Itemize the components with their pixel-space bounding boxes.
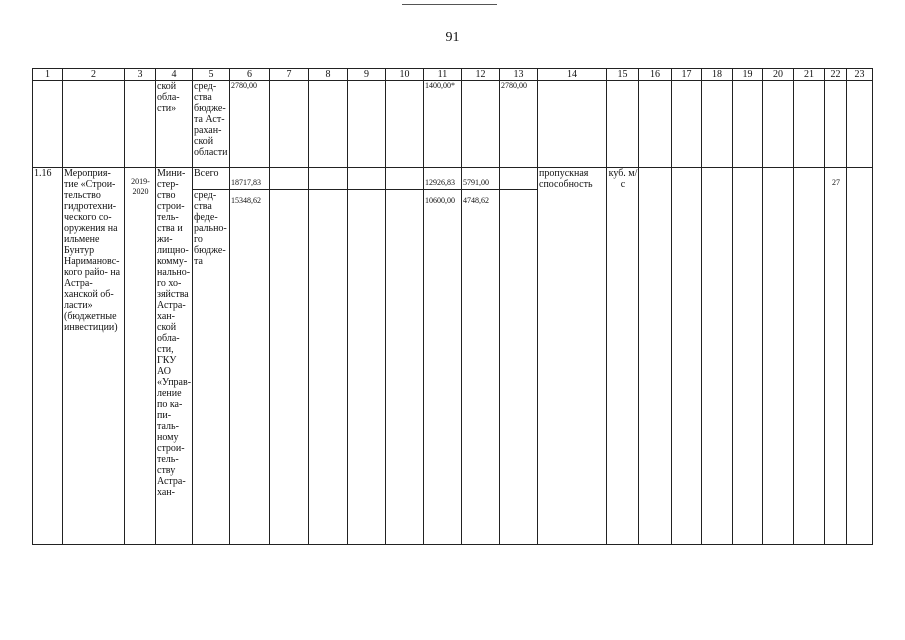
header-cell: 15 [607,69,639,81]
header-cell: 3 [125,69,156,81]
amount-cell: 1400,00* [424,81,462,168]
header-cell: 12 [462,69,500,81]
table-row-continued [33,81,873,168]
header-cell: 9 [348,69,386,81]
header-cell: 4 [156,69,193,81]
funding-total-cell: Всего [193,168,230,190]
amount-cell: 18717,83 [230,168,270,190]
header-cell: 13 [500,69,538,81]
amount-cell: 2780,00 [500,81,538,168]
funding-source-cell: сред- ства бюдже- та Аст- рахан- ской области [193,81,230,168]
header-cell: 10 [386,69,424,81]
row-number-cell: 1.16 [33,168,63,545]
program-table [32,68,873,545]
executor-cell: ской обла- сти» [156,81,193,168]
header-cell: 23 [847,69,873,81]
header-cell: 21 [794,69,825,81]
executor-cell: Мини- стер- ство строи- тель- ства и жи- лищно- комму- нально- го хо- зяйства Астра- хан- ской обла- сти, ГКУ АО «Управ- ление по ка- пи- таль- ному строи- тель- ству Астра- хан- [156,168,193,545]
header-cell: 6 [230,69,270,81]
header-cell: 16 [639,69,672,81]
indicator-cell: пропускная способность [538,168,607,545]
target-value-cell: 27 [825,168,847,545]
header-cell: 20 [763,69,794,81]
amount-cell: 10600,00 [424,190,462,545]
header-cell: 18 [702,69,733,81]
header-cell: 7 [270,69,309,81]
funding-source-cell: сред- ства феде- рально- го бюдже- та [193,190,230,545]
header-cell: 19 [733,69,763,81]
unit-cell: куб. м/с [607,168,639,545]
amount-cell: 2780,00 [230,81,270,168]
amount-cell: 15348,62 [230,190,270,545]
amount-cell: 4748,62 [462,190,500,545]
header-cell: 11 [424,69,462,81]
header-cell: 8 [309,69,348,81]
amount-cell: 5791,00 [462,168,500,190]
page-number: 91 [445,30,460,45]
header-cell: 22 [825,69,847,81]
table-row-1-16-total [33,168,873,190]
header-cell: 14 [538,69,607,81]
header-cell: 17 [672,69,702,81]
period-cell: 2019- 2020 [125,168,156,545]
column-number-row [33,69,873,81]
amount-cell: 12926,83 [424,168,462,190]
top-rule [402,4,497,5]
header-cell: 2 [63,69,125,81]
header-cell: 5 [193,69,230,81]
measure-name-cell: Мероприя- тие «Строи- тельство гидротехни- ческого со- оружения на ильмене Бунтур Наримановс- кого райо- на Астра- ханской об- ласти» (бюджетные инвестиции) [63,168,125,545]
header-cell: 1 [33,69,63,81]
